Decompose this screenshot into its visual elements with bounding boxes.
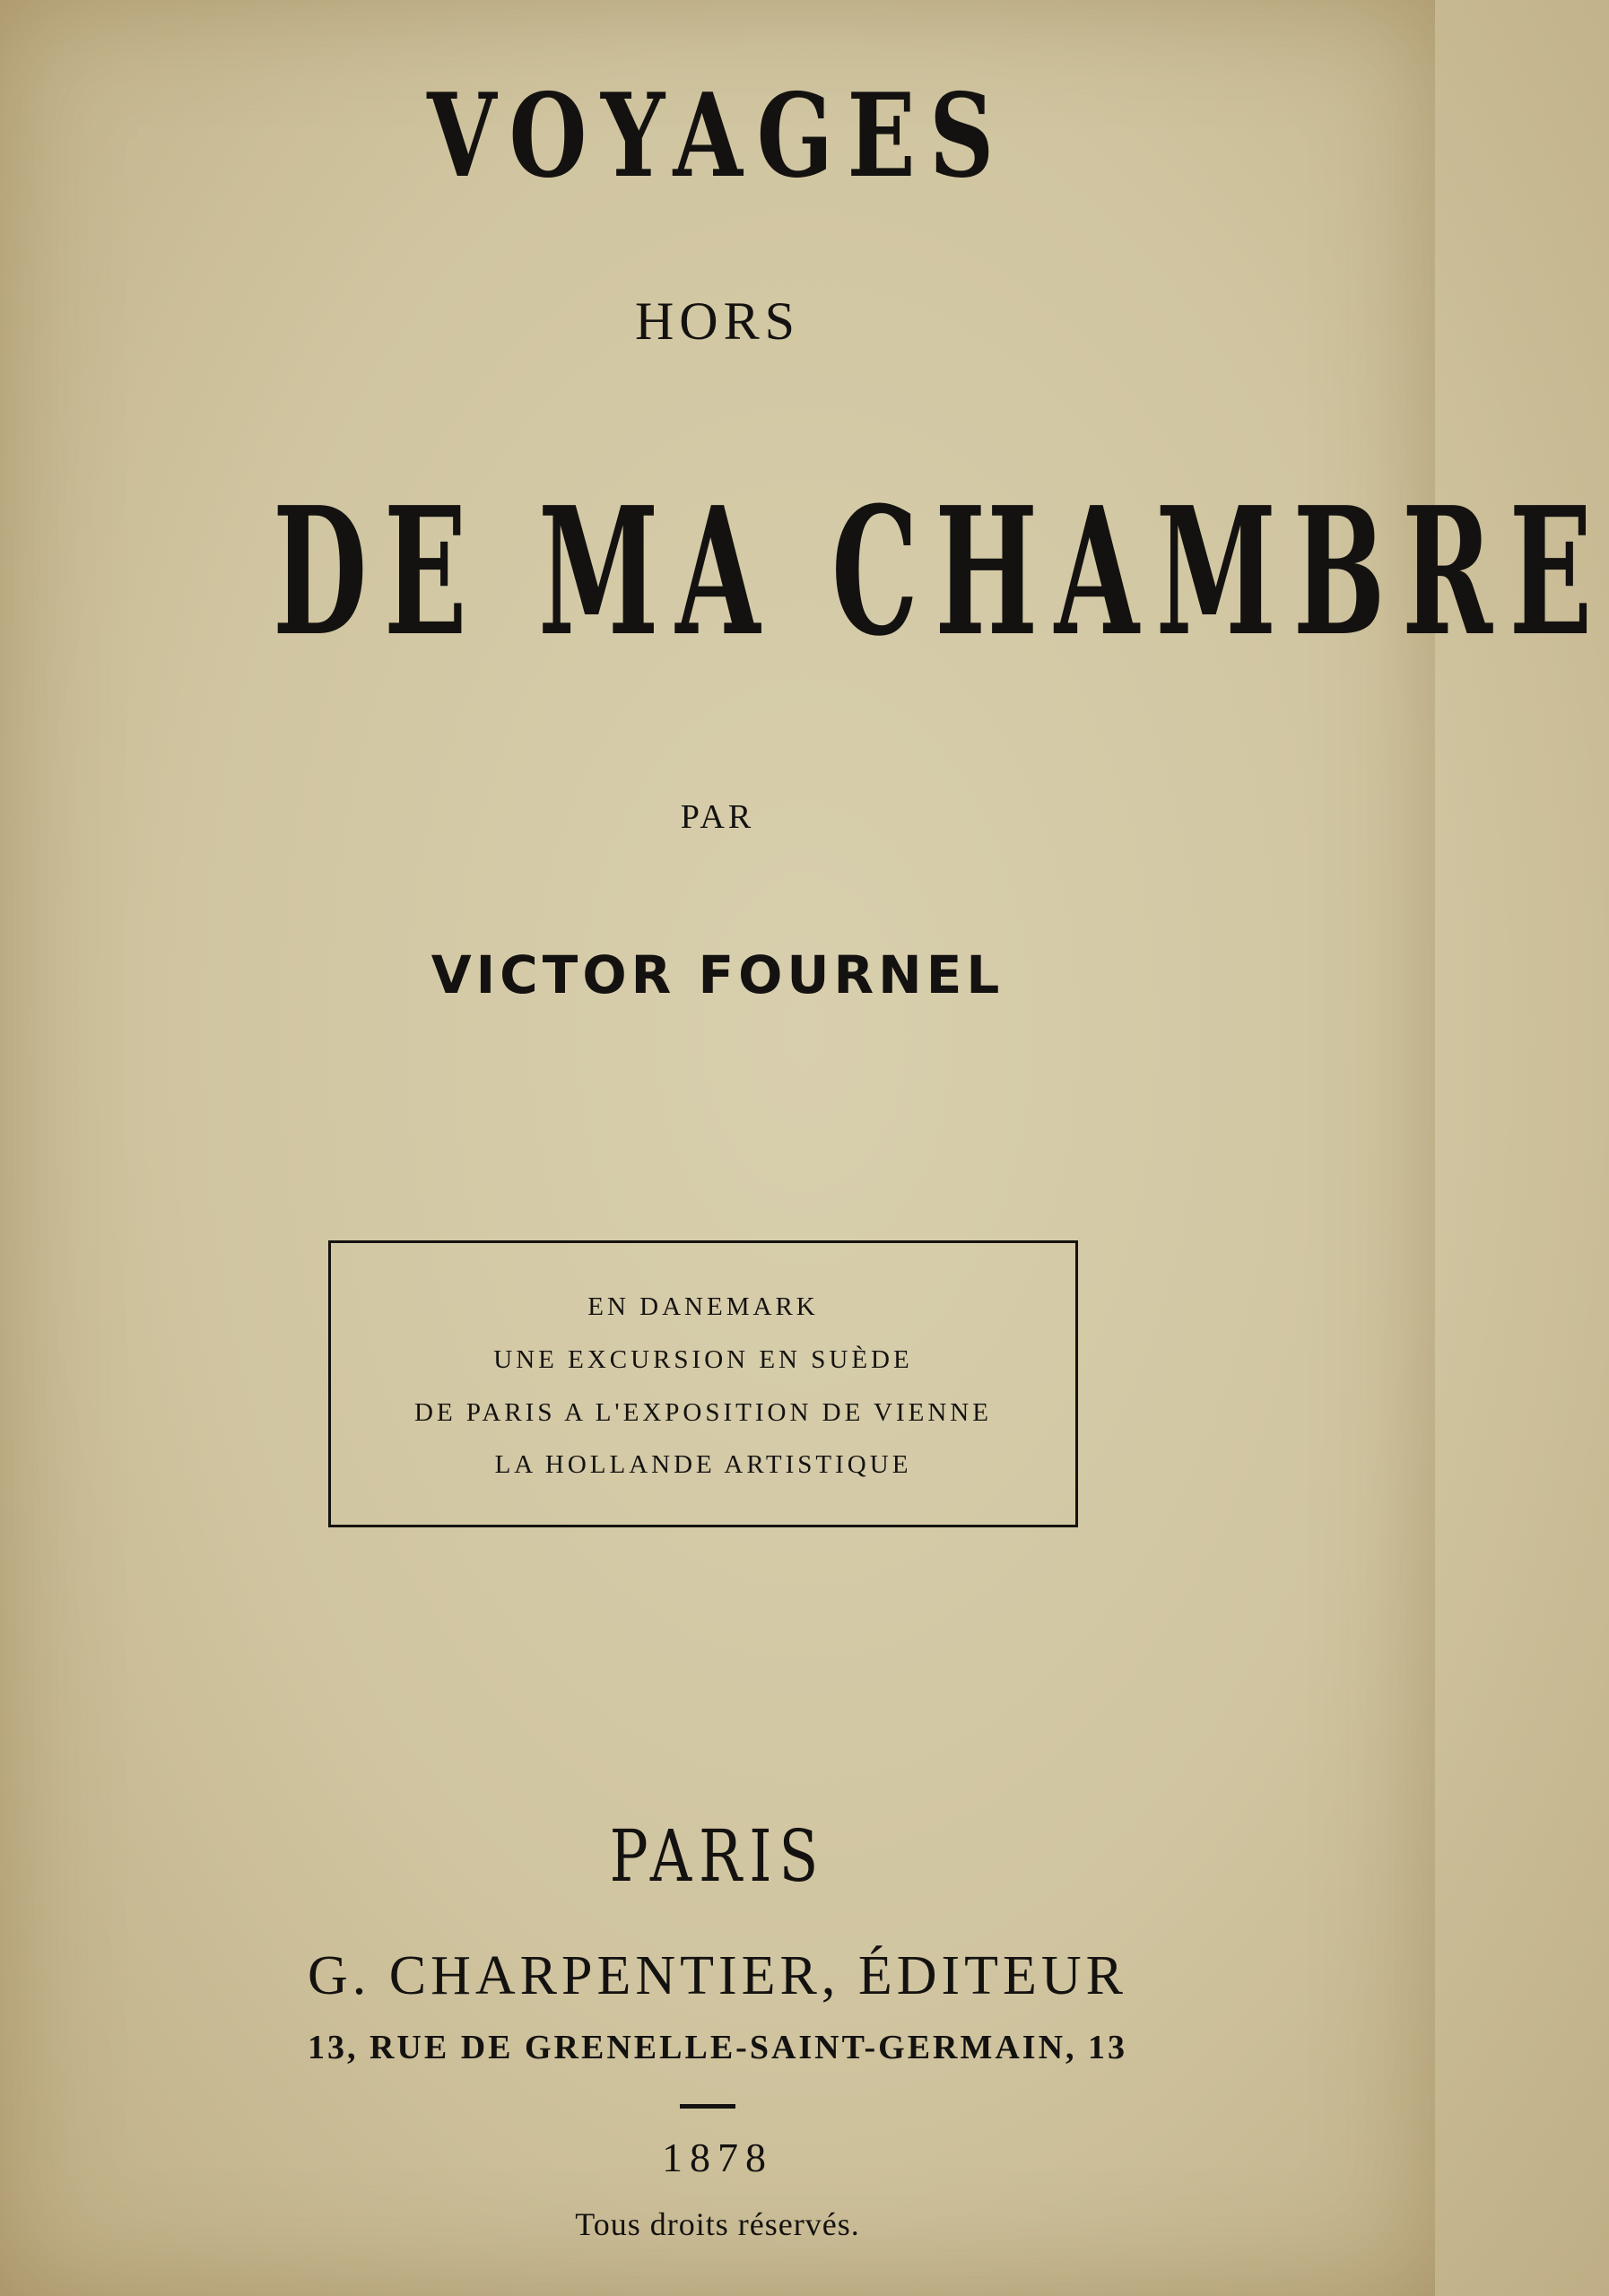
title-voyages: VOYAGES (427, 69, 1008, 204)
title-hors: HORS (634, 291, 801, 351)
divider-rule (680, 2104, 735, 2109)
imprint-address: 13, RUE DE GRENELLE-SAINT-GERMAIN, 13 (307, 2029, 1128, 2066)
imprint-publisher: G. CHARPENTIER, ÉDITEUR (307, 1945, 1128, 2006)
title-de-ma-chambre: DE MA CHAMBRE (273, 469, 1609, 675)
author-name: VICTOR FOURNEL (431, 944, 1005, 1005)
contents-item: LA HOLLANDE ARTISTIQUE (494, 1450, 912, 1479)
imprint-city: PARIS (609, 1814, 826, 1898)
contents-item: UNE EXCURSION EN SUÈDE (493, 1345, 913, 1374)
byline-par: PAR (680, 798, 755, 836)
contents-box (328, 1240, 1078, 1527)
contents-item: DE PARIS A L'EXPOSITION DE VIENNE (414, 1398, 992, 1427)
imprint-year: 1878 (662, 2135, 773, 2180)
rights-notice: Tous droits réservés. (575, 2206, 860, 2242)
contents-item: EN DANEMARK (587, 1292, 819, 1321)
